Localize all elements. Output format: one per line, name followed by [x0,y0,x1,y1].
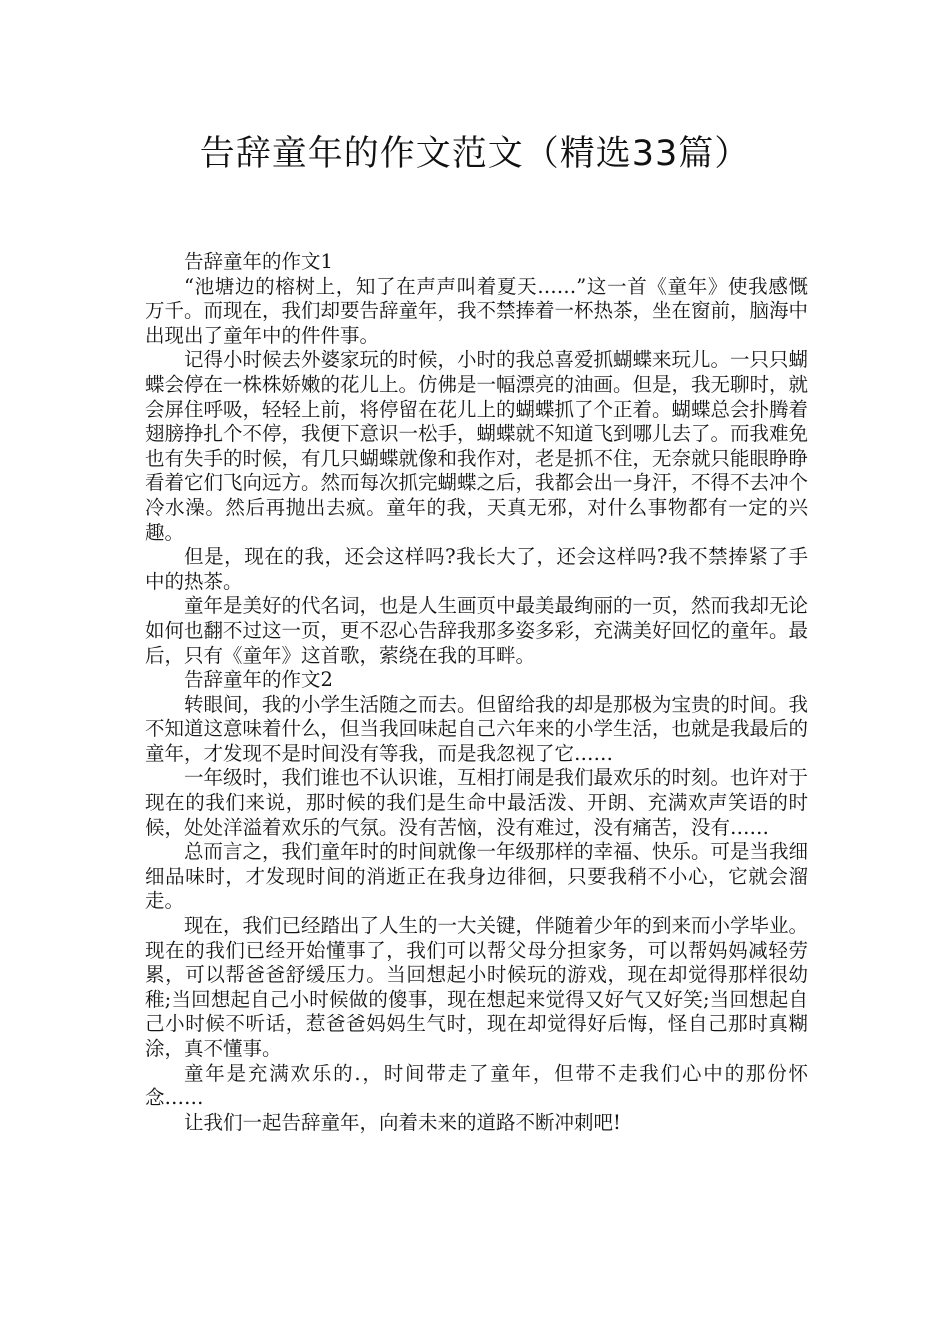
document-title: 告辞童年的作文范文（精选33篇） [199,134,751,174]
essay-2-paragraph: 现在，我们已经踏出了人生的一大关键，伴随着少年的到来而小学毕业。现在的我们已经开始懂事了，我们可以帮父母分担家务，可以帮妈妈减轻劳累，可以帮爸爸舒缓压力。当回想起小时候玩的游戏，现在却觉得那样很幼稚;当回想起自己小时候做的傻事，现在想起来觉得又好气又好笑;当回想起自己小时候不听话，惹爸爸妈妈生气时，现在却觉得好后悔，怪自己那时真糊涂，真不懂事。 [145,914,809,1060]
essay-2-paragraph: 童年是充满欢乐的.，时间带走了童年，但带不走我们心中的那份怀念…… [145,1061,808,1110]
essay-2-paragraph: 一年级时，我们谁也不认识谁，互相打闹是我们最欢乐的时刻。也许对于现在的我们来说，那时候的我们是生命中最活泼、开朗、充满欢声笑语的时候，处处洋溢着欢乐的气氛。没有苦恼，没有难过，没有痛苦，没有…… [145,766,809,839]
essay-1-paragraph: “池塘边的榕树上，知了在声声叫着夏天……”这一首《童年》使我感慨万千。而现在，我们却要告辞童年，我不禁捧着一杯热茶，坐在窗前，脑海中出现出了童年中的件件事。 [145,274,809,347]
essay-1-paragraph: 童年是美好的代名词，也是人生画页中最美最绚丽的一页，然而我却无论如何也翻不过这一页，更不忍心告辞我那多姿多彩，充满美好回忆的童年。最后，只有《童年》这首歌，萦绕在我的耳畔。 [145,594,809,667]
essay-1-heading: 告辞童年的作文1 [184,250,333,273]
essay-2-heading: 告辞童年的作文2 [184,668,333,692]
essay-1-paragraph: 但是，现在的我，还会这样吗?我长大了，还会这样吗?我不禁捧紧了手中的热茶。 [145,545,808,593]
essay-1-paragraph: 记得小时候去外婆家玩的时候，小时的我总喜爱抓蝴蝶来玩儿。一只只蝴蝶会停在一株株娇嫩的花儿上。仿佛是一幅漂亮的油画。但是，我无聊时，就会屏住呼吸，轻轻上前，将停留在花儿上的蝴蝶抓了个正着。蝴蝶总会扑腾着翅膀挣扎个不停，我便下意识一松手，蝴蝶就不知道飞到哪儿去了。而我难免也有失手的时候，有几只蝴蝶就像和我作对，老是抓不住，无奈就只能眼睁睁看着它们飞向远方。然而每次抓完蝴蝶之后，我都会出一身汗，不得不去冲个冷水澡。然后再抛出去疯。童年的我，天真无邪，对什么事物都有一定的兴趣。 [145,348,809,544]
essay-2-paragraph: 总而言之，我们童年时的时间就像一年级那样的幸福、快乐。可是当我细细品味时，才发现时间的消逝正在我身边徘徊，只要我稍不小心，它就会溜走。 [145,840,809,913]
document-body [145,250,808,1135]
essay-2-paragraph: 转眼间，我的小学生活随之而去。但留给我的却是那极为宝贵的时间。我不知道这意味着什么，但当我回味起自己六年来的小学生活，也就是我最后的童年，才发现不是时间没有等我，而是我忽视了它…… [145,692,809,765]
essay-2-paragraph: 让我们一起告辞童年，向着未来的道路不断冲刺吧! [184,1110,621,1134]
